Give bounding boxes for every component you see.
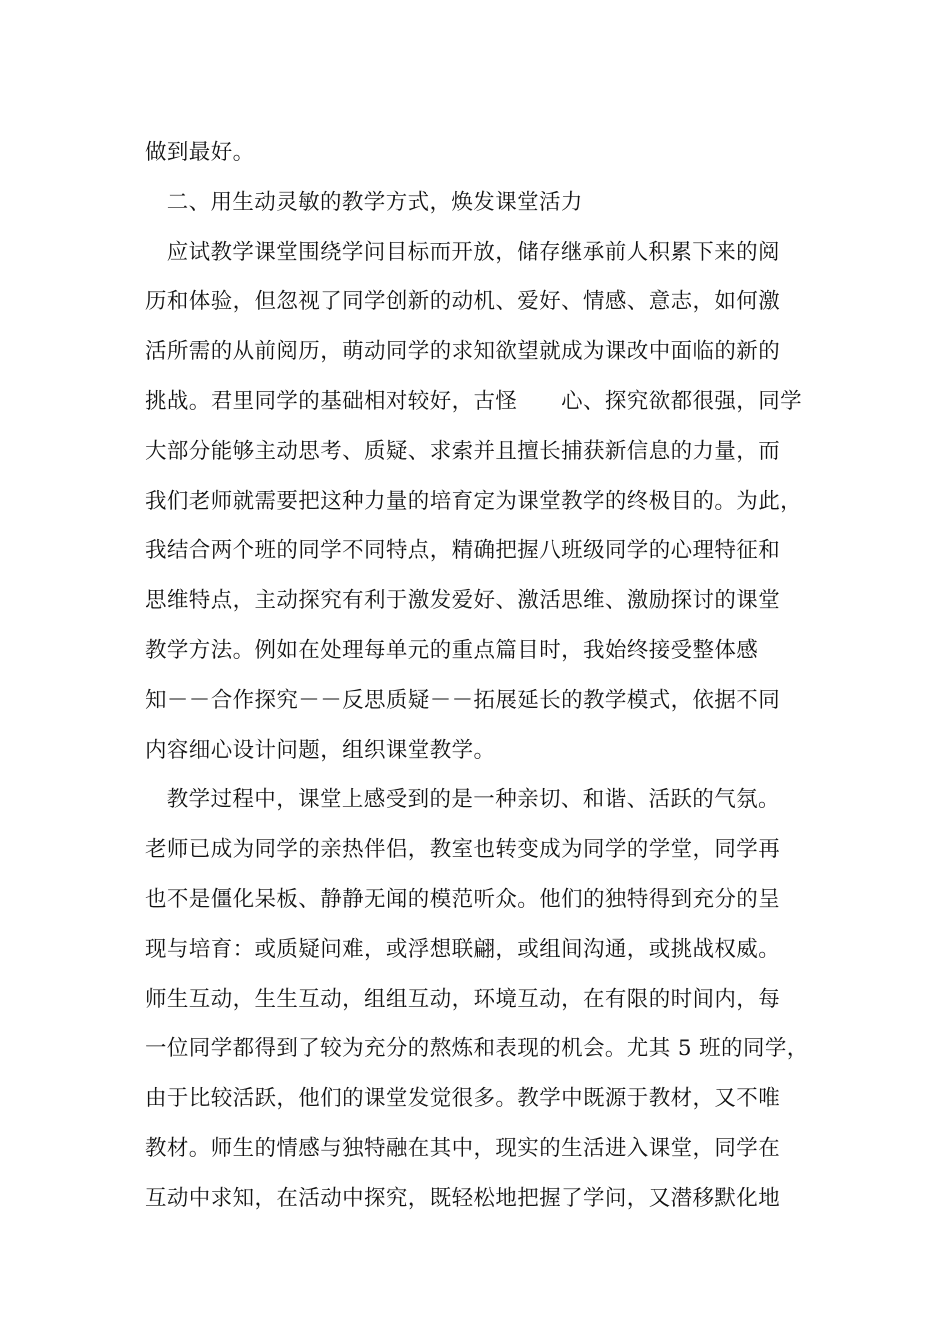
text-line: 也不是僵化呆板、静静无闻的模范听众。他们的独特得到充分的呈	[145, 886, 781, 912]
text-line: 做到最好。	[145, 140, 255, 165]
text-line: 互动中求知，在活动中探究，既轻松地把握了学问，又潜移默化地	[145, 1185, 781, 1211]
text-line: 教材。师生的情感与独特融在其中，现实的生活进入课堂，同学在	[145, 1135, 781, 1161]
text-line: 内容细心设计问题，组织课堂教学。	[145, 737, 496, 763]
text-line: 教学方法。例如在处理每单元的重点篇目时，我始终接受整体感	[145, 637, 759, 663]
text-line: 我结合两个班的同学不同特点，精确把握八班级同学的心理特征和	[145, 538, 781, 564]
section-heading: 二、用生动灵敏的教学方式，焕发课堂活力	[145, 189, 583, 215]
text-line: 由于比较活跃，他们的课堂发觉很多。教学中既源于教材，又不唯	[145, 1086, 781, 1112]
text-line: 现与培育：或质疑问难，或浮想联翩，或组间沟通，或挑战权威。	[145, 936, 781, 962]
text-line: 思维特点，主动探究有利于激发爱好、激活思维、激励探讨的课堂	[145, 588, 781, 614]
text-line: 挑战。君里同学的基础相对较好，古怪 心、探究欲都很强，同学	[145, 388, 803, 414]
text-line: 一位同学都得到了较为充分的熬炼和表现的机会。尤其 5 班的同学，	[145, 1036, 809, 1062]
text-line: 师生互动，生生互动，组组互动，环境互动，在有限的时间内，每	[145, 986, 781, 1012]
body-text	[145, 128, 825, 1224]
text-line: 应试教学课堂围绕学问目标而开放，储存继承前人积累下来的阅	[145, 239, 780, 265]
text-line: 知－－合作探究－－反思质疑－－拓展延长的教学模式，依据不同	[145, 687, 781, 713]
text-line: 大部分能够主动思考、质疑、求索并且擅长捕获新信息的力量，而	[145, 438, 781, 464]
text-line: 老师已成为同学的亲热伴侣，教室也转变成为同学的学堂，同学再	[145, 837, 781, 863]
text-line: 历和体验，但忽视了同学创新的动机、爱好、情感、意志，如何激	[145, 289, 781, 315]
text-line: 教学过程中，课堂上感受到的是一种亲切、和谐、活跃的气氛。	[145, 787, 780, 813]
text-line: 我们老师就需要把这种力量的培育定为课堂教学的终极目的。为此，	[145, 488, 803, 514]
text-line: 活所需的从前阅历，萌动同学的求知欲望就成为课改中面临的新的	[145, 339, 781, 365]
